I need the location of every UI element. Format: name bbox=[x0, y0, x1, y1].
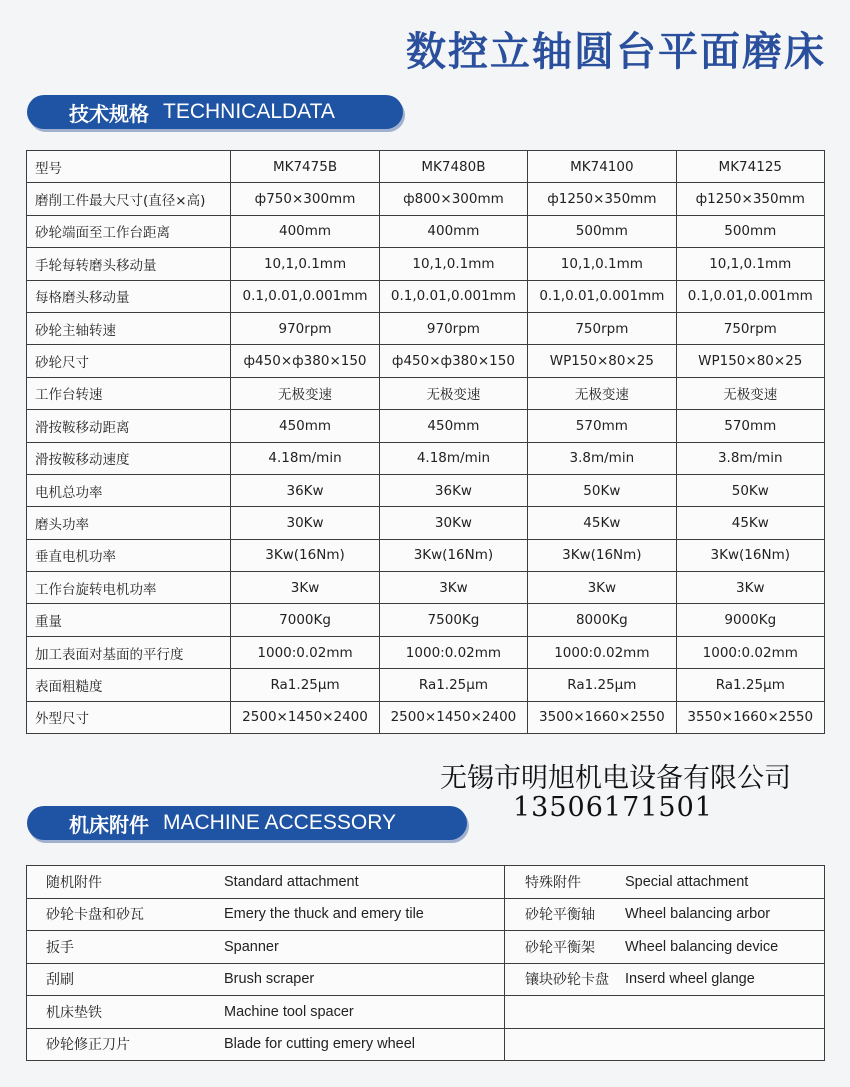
accessory-special-en bbox=[625, 1028, 825, 1061]
accessory-special-en: Inserd wheel glange bbox=[625, 963, 825, 996]
spec-value: Ra1.25μm bbox=[379, 669, 527, 701]
spec-value: MK74125 bbox=[676, 151, 824, 183]
spec-row bbox=[27, 442, 825, 474]
spec-value: 0.1,0.01,0.001mm bbox=[676, 280, 824, 312]
spec-label: 磨削工件最大尺寸(直径×高) bbox=[27, 183, 231, 215]
spec-label: 滑按鞍移动速度 bbox=[27, 442, 231, 474]
spec-value: 3.8m/min bbox=[676, 442, 824, 474]
spec-value: 2500×1450×2400 bbox=[379, 701, 527, 733]
accessory-standard-cn: 砂轮卡盘和砂瓦 bbox=[27, 898, 225, 931]
spec-value: 30Kw bbox=[379, 507, 527, 539]
spec-row bbox=[27, 410, 825, 442]
spec-value: 45Kw bbox=[528, 507, 676, 539]
spec-value: 3Kw(16Nm) bbox=[676, 539, 824, 571]
spec-value: 36Kw bbox=[231, 474, 379, 506]
spec-label: 每格磨头移动量 bbox=[27, 280, 231, 312]
spec-value: 3Kw bbox=[231, 572, 379, 604]
accessory-special-cn: 砂轮平衡轴 bbox=[505, 898, 626, 931]
spec-value: 970rpm bbox=[379, 312, 527, 344]
page-title: 数控立轴圆台平面磨床 bbox=[406, 29, 826, 75]
spec-value: ф450×ф380×150 bbox=[231, 345, 379, 377]
accessory-special-en bbox=[625, 996, 825, 1029]
spec-label: 砂轮端面至工作台距离 bbox=[27, 215, 231, 247]
spec-value: 1000:0.02mm bbox=[379, 636, 527, 668]
machine-accessory-title-cn: 机床附件 bbox=[69, 812, 149, 837]
machine-accessory-header bbox=[27, 806, 467, 840]
company-name: 无锡市明旭机电设备有限公司 bbox=[440, 763, 791, 794]
spec-value: 3Kw bbox=[528, 572, 676, 604]
accessory-special-cn: 镶块砂轮卡盘 bbox=[505, 963, 626, 996]
spec-value: 1000:0.02mm bbox=[676, 636, 824, 668]
accessory-special-en: Wheel balancing device bbox=[625, 931, 825, 964]
spec-value: 9000Kg bbox=[676, 604, 824, 636]
spec-value: 3Kw bbox=[379, 572, 527, 604]
spec-value: Ra1.25μm bbox=[231, 669, 379, 701]
spec-value: 10,1,0.1mm bbox=[231, 248, 379, 280]
spec-label: 滑按鞍移动距离 bbox=[27, 410, 231, 442]
spec-value: 36Kw bbox=[379, 474, 527, 506]
spec-row bbox=[27, 183, 825, 215]
spec-value: 10,1,0.1mm bbox=[528, 248, 676, 280]
spec-row bbox=[27, 604, 825, 636]
spec-label: 外型尺寸 bbox=[27, 701, 231, 733]
spec-label: 加工表面对基面的平行度 bbox=[27, 636, 231, 668]
accessory-standard-en: Emery the thuck and emery tile bbox=[224, 898, 505, 931]
accessory-row bbox=[27, 996, 825, 1029]
accessory-standard-cn: 随机附件 bbox=[27, 866, 225, 899]
accessory-row bbox=[27, 1028, 825, 1061]
spec-value: 10,1,0.1mm bbox=[379, 248, 527, 280]
technical-data-header bbox=[27, 95, 403, 129]
spec-value: 7000Kg bbox=[231, 604, 379, 636]
spec-value: 0.1,0.01,0.001mm bbox=[231, 280, 379, 312]
spec-value: 0.1,0.01,0.001mm bbox=[379, 280, 527, 312]
spec-label: 重量 bbox=[27, 604, 231, 636]
spec-value: WP150×80×25 bbox=[528, 345, 676, 377]
spec-value: 500mm bbox=[528, 215, 676, 247]
accessory-special-en: Wheel balancing arbor bbox=[625, 898, 825, 931]
spec-label: 垂直电机功率 bbox=[27, 539, 231, 571]
spec-label: 工作台旋转电机功率 bbox=[27, 572, 231, 604]
spec-value: 450mm bbox=[379, 410, 527, 442]
spec-value: 3500×1660×2550 bbox=[528, 701, 676, 733]
spec-value: 8000Kg bbox=[528, 604, 676, 636]
spec-value: 1000:0.02mm bbox=[528, 636, 676, 668]
spec-row bbox=[27, 669, 825, 701]
spec-row bbox=[27, 572, 825, 604]
spec-value: ф750×300mm bbox=[231, 183, 379, 215]
accessory-standard-en: Standard attachment bbox=[224, 866, 505, 899]
spec-value: 3Kw(16Nm) bbox=[528, 539, 676, 571]
accessory-standard-cn: 砂轮修正刀片 bbox=[27, 1028, 225, 1061]
spec-row bbox=[27, 215, 825, 247]
spec-value: Ra1.25μm bbox=[676, 669, 824, 701]
spec-row bbox=[27, 312, 825, 344]
technical-data-title-en: TECHNICALDATA bbox=[163, 100, 335, 123]
spec-value: ф450×ф380×150 bbox=[379, 345, 527, 377]
accessory-special-cn bbox=[505, 1028, 626, 1061]
spec-label: 砂轮尺寸 bbox=[27, 345, 231, 377]
accessory-standard-cn: 扳手 bbox=[27, 931, 225, 964]
spec-value: 50Kw bbox=[676, 474, 824, 506]
spec-value: MK7480B bbox=[379, 151, 527, 183]
spec-row bbox=[27, 345, 825, 377]
spec-label: 磨头功率 bbox=[27, 507, 231, 539]
spec-label: 手轮每转磨头移动量 bbox=[27, 248, 231, 280]
spec-value: MK74100 bbox=[528, 151, 676, 183]
accessory-standard-en: Blade for cutting emery wheel bbox=[224, 1028, 505, 1061]
spec-value: 570mm bbox=[676, 410, 824, 442]
spec-value: 50Kw bbox=[528, 474, 676, 506]
accessory-standard-en: Brush scraper bbox=[224, 963, 505, 996]
spec-value: 无极变速 bbox=[676, 377, 824, 409]
spec-value: 400mm bbox=[379, 215, 527, 247]
spec-value: WP150×80×25 bbox=[676, 345, 824, 377]
spec-row bbox=[27, 280, 825, 312]
spec-value: 4.18m/min bbox=[379, 442, 527, 474]
accessory-standard-cn: 机床垫铁 bbox=[27, 996, 225, 1029]
spec-label: 电机总功率 bbox=[27, 474, 231, 506]
spec-value: 3Kw(16Nm) bbox=[231, 539, 379, 571]
accessory-standard-cn: 刮刷 bbox=[27, 963, 225, 996]
spec-value: 无极变速 bbox=[379, 377, 527, 409]
spec-value: MK7475B bbox=[231, 151, 379, 183]
spec-value: 500mm bbox=[676, 215, 824, 247]
spec-value: 无极变速 bbox=[528, 377, 676, 409]
spec-value: ф1250×350mm bbox=[528, 183, 676, 215]
spec-row bbox=[27, 636, 825, 668]
spec-value: ф1250×350mm bbox=[676, 183, 824, 215]
spec-row bbox=[27, 507, 825, 539]
spec-label: 工作台转速 bbox=[27, 377, 231, 409]
spec-row bbox=[27, 474, 825, 506]
accessory-row bbox=[27, 898, 825, 931]
accessory-row bbox=[27, 963, 825, 996]
spec-value: 1000:0.02mm bbox=[231, 636, 379, 668]
accessory-special-en: Special attachment bbox=[625, 866, 825, 899]
spec-value: Ra1.25μm bbox=[528, 669, 676, 701]
accessory-special-cn: 砂轮平衡架 bbox=[505, 931, 626, 964]
spec-value: 3Kw bbox=[676, 572, 824, 604]
spec-table bbox=[26, 150, 825, 734]
company-phone: 13506171501 bbox=[513, 792, 713, 823]
spec-value: 30Kw bbox=[231, 507, 379, 539]
accessory-table bbox=[26, 865, 825, 1061]
spec-value: 0.1,0.01,0.001mm bbox=[528, 280, 676, 312]
spec-row bbox=[27, 701, 825, 733]
spec-label: 型号 bbox=[27, 151, 231, 183]
spec-value: 3.8m/min bbox=[528, 442, 676, 474]
spec-value: 4.18m/min bbox=[231, 442, 379, 474]
spec-row bbox=[27, 151, 825, 183]
accessory-standard-en: Spanner bbox=[224, 931, 505, 964]
spec-value: 45Kw bbox=[676, 507, 824, 539]
technical-data-title-cn: 技术规格 bbox=[69, 101, 149, 126]
spec-value: ф800×300mm bbox=[379, 183, 527, 215]
accessory-special-cn bbox=[505, 996, 626, 1029]
spec-label: 砂轮主轴转速 bbox=[27, 312, 231, 344]
spec-value: 3550×1660×2550 bbox=[676, 701, 824, 733]
accessory-standard-en: Machine tool spacer bbox=[224, 996, 505, 1029]
spec-value: 450mm bbox=[231, 410, 379, 442]
spec-value: 7500Kg bbox=[379, 604, 527, 636]
spec-value: 无极变速 bbox=[231, 377, 379, 409]
spec-value: 570mm bbox=[528, 410, 676, 442]
accessory-row bbox=[27, 866, 825, 899]
spec-value: 2500×1450×2400 bbox=[231, 701, 379, 733]
accessory-special-cn: 特殊附件 bbox=[505, 866, 626, 899]
spec-value: 970rpm bbox=[231, 312, 379, 344]
machine-accessory-title-en: MACHINE ACCESSORY bbox=[163, 811, 396, 834]
spec-value: 10,1,0.1mm bbox=[676, 248, 824, 280]
spec-value: 750rpm bbox=[528, 312, 676, 344]
spec-value: 3Kw(16Nm) bbox=[379, 539, 527, 571]
spec-row bbox=[27, 539, 825, 571]
spec-row bbox=[27, 377, 825, 409]
spec-label: 表面粗糙度 bbox=[27, 669, 231, 701]
accessory-row bbox=[27, 931, 825, 964]
spec-value: 750rpm bbox=[676, 312, 824, 344]
spec-value: 400mm bbox=[231, 215, 379, 247]
spec-row bbox=[27, 248, 825, 280]
